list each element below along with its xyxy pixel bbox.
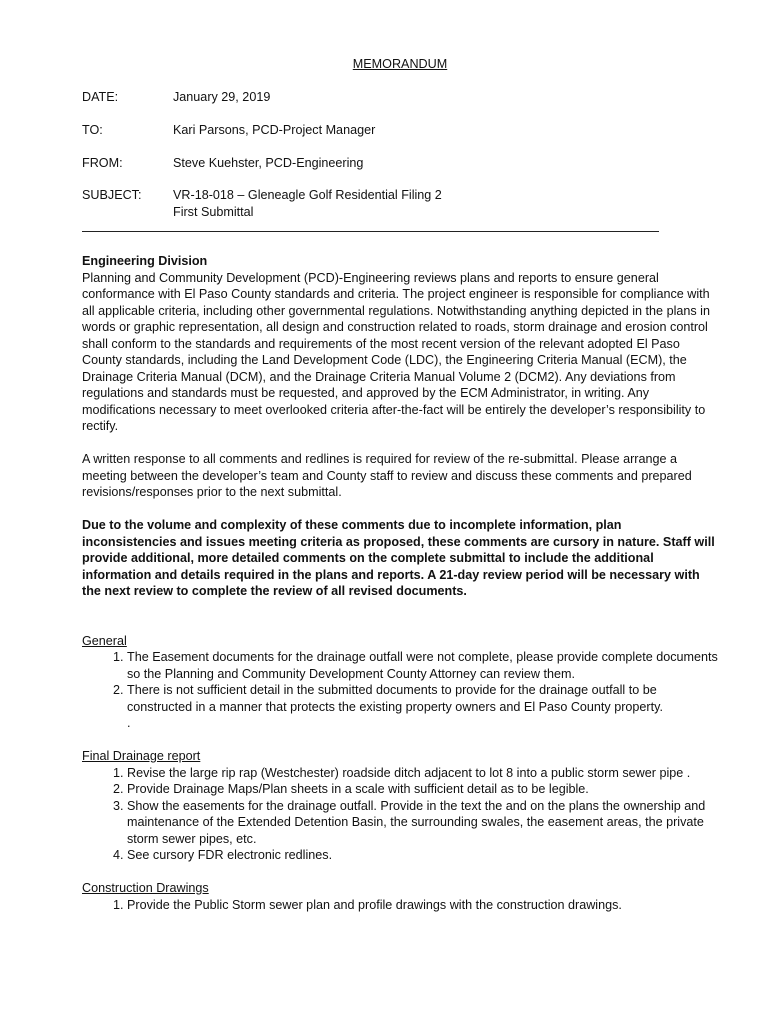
list-item: 1. The Easement documents for the drainage outfall were not complete, please provide complete documents so the Planning and Community Development County Attorney can review them.	[127, 649, 718, 682]
memo-body	[82, 253, 718, 913]
list-item: 1. Revise the large rip rap (Westchester) roadside ditch adjacent to lot 8 into a public storm sewer pipe .	[127, 765, 718, 782]
list-item: 3. Show the easements for the drainage outfall. Provide in the text the and on the plans the ownership and maintenance of the Extended Detention Basin, the surrounding swales, the easement areas, the private storm sewer pipes, etc.	[127, 798, 718, 848]
from-value: Steve Kuehster, PCD-Engineering	[173, 156, 364, 170]
general-heading: General	[82, 633, 127, 648]
subject-line-2: First Submittal	[173, 204, 254, 219]
list-item-text: There is not sufficient detail in the submitted documents to provide for the drainage outfall to be constructed in a manner that protects the existing property owners and El Paso County property.	[127, 683, 663, 714]
subject-value	[173, 187, 442, 220]
list-item: 4. See cursory FDR electronic redlines.	[127, 847, 718, 864]
subject-line-1: VR-18-018 – Gleneagle Golf Residential Filing 2	[173, 188, 442, 202]
list-item: 2. Provide Drainage Maps/Plan sheets in a scale with sufficient detail as to be legible.	[127, 781, 718, 798]
drainage-heading: Final Drainage report	[82, 749, 201, 763]
general-list	[82, 649, 718, 732]
engineering-paragraph-2: A written response to all comments and redlines is required for review of the re-submittal. Please arrange a meeting between the developer’s team and County staff to review and discuss these comments and prepared revisions/responses prior to the next submittal.	[82, 452, 692, 499]
construction-list	[82, 897, 718, 914]
engineering-heading: Engineering Division	[82, 254, 208, 268]
to-label: TO:	[82, 123, 103, 137]
memo-title: MEMORANDUM	[352, 57, 448, 71]
header-divider	[82, 231, 659, 232]
construction-heading: Construction Drawings	[82, 881, 209, 895]
to-value: Kari Parsons, PCD-Project Manager	[173, 123, 376, 137]
engineering-paragraph-1: Planning and Community Development (PCD)-Engineering reviews plans and reports to ensure general conformance with El Paso County standards and criteria. The project engineer is responsible for compliance with all applicable criteria, including other governmental regulations. Notwithstanding anything depicted in the plans in words or graphic representation, all design and construction related to roads, storm drainage and erosion control shall conform to the standards and requirements of the most recent version of the relevant adopted El Paso County standards, including the Land Development Code (LDC), the Engineering Criteria Manual (ECM), the Drainage Criteria Manual (DCM), and the Drainage Criteria Manual Volume 2 (DCM2). Any deviations from regulations and standards must be requested, and approved by the ECM Administrator, in writing. Any modifications necessary to meet overlooked criteria after-the-fact will be entirely the developer’s responsibility to rectify.	[82, 270, 710, 433]
list-item: 1. Provide the Public Storm sewer plan and profile drawings with the construction drawings.	[127, 897, 718, 914]
date-value: January 29, 2019	[173, 90, 271, 104]
trailing-period: .	[127, 716, 131, 730]
drainage-list	[82, 765, 718, 864]
subject-label: SUBJECT:	[82, 188, 142, 202]
date-label: DATE:	[82, 90, 119, 104]
engineering-paragraph-3: Due to the volume and complexity of these comments due to incomplete information, plan inconsistencies and issues meeting criteria as proposed, these comments are cursory in nature. Staff will provide additional, more detailed comments on the complete submittal to include the additional information and details required in the plans and reports. A 21-day review period will be necessary with the next review to complete the review of all revised documents.	[82, 518, 715, 598]
list-item	[127, 682, 718, 732]
from-label: FROM:	[82, 156, 123, 170]
